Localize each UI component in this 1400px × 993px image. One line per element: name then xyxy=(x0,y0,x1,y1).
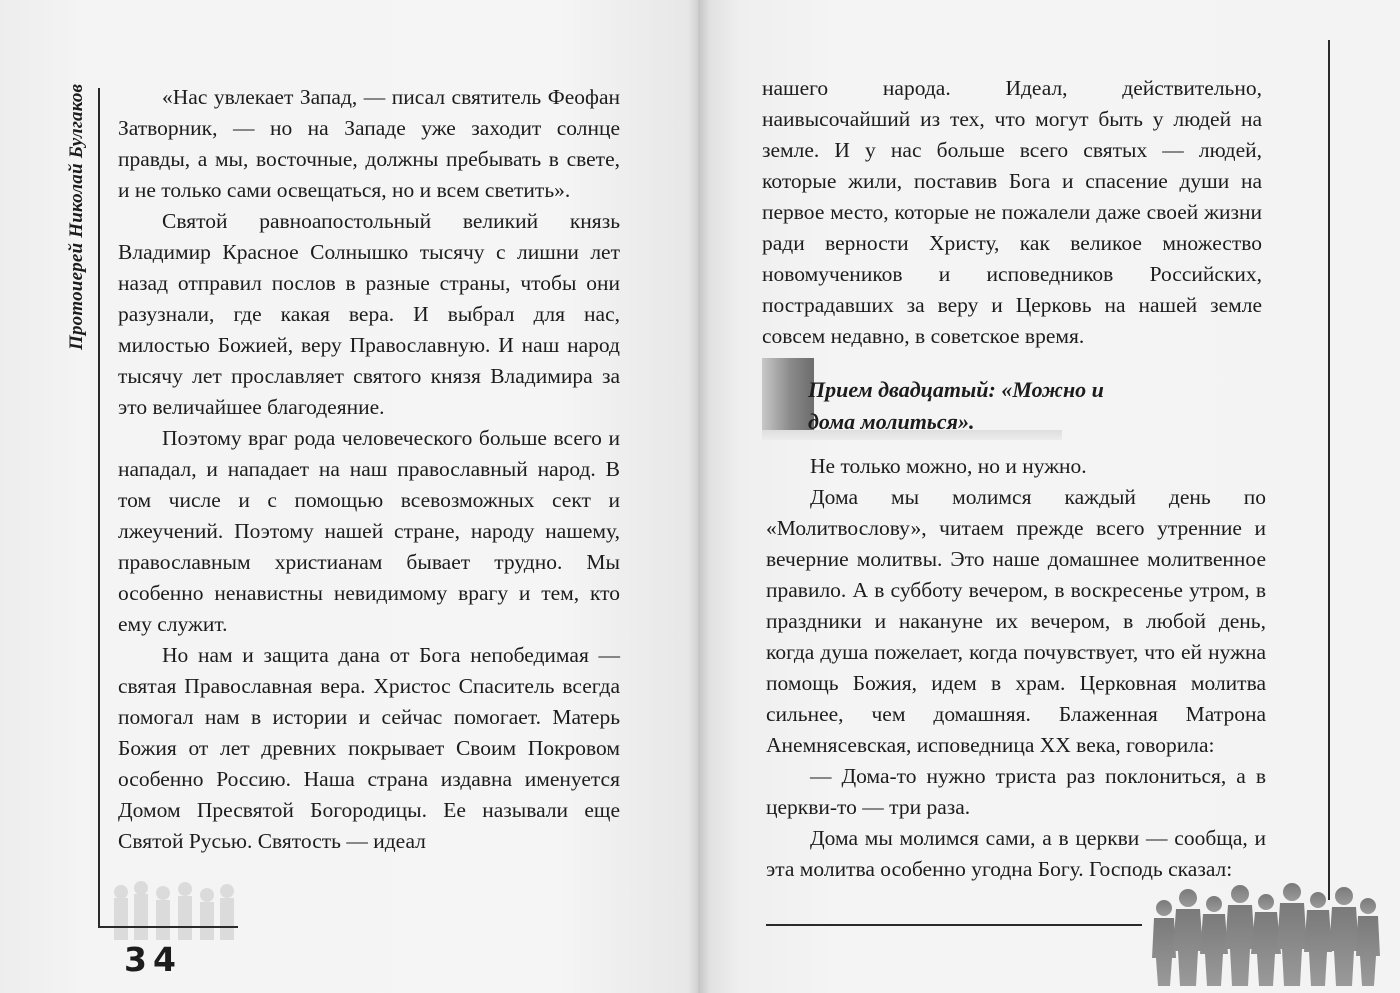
book-gutter xyxy=(688,0,710,993)
paragraph: Но нам и защита дана от Бога непобедимая — святая Православная вера. Христос Спаситель всегда помогал нам в истории и сейчас помогает. Матерь Божия от лет древних покрывает Своим Покровом особенно Россию. Наша страна издавна именуется Домом Пресвятой Богородицы. Ее называли еще Святой Русью. Святость — идеал xyxy=(118,643,620,853)
page-number: 34 xyxy=(124,940,182,979)
section-heading-box xyxy=(762,358,1104,438)
heading-shade-block xyxy=(762,358,814,430)
paragraph: Святой равноапостольный великий князь Владимир Красное Солнышко тысячу с лишни лет назад отправил послов в разные страны, чтобы они разузнали, где какая вера. И выбрал для нас, милостью Божией, веру Православную. И наш народ тысячу лет прославляет святого князя Владимира за это величайшее благодеяние. xyxy=(118,209,620,419)
paragraph: Дома мы молимся сами, а в церкви — сообща, и эта молитва особенно угодна Богу. Господь сказал: xyxy=(766,826,1266,881)
paragraph: — Дома-то нужно триста раз поклониться, а в церкви-то — три раза. xyxy=(766,764,1266,819)
right-vertical-rule xyxy=(1328,40,1330,900)
right-running-head xyxy=(1286,44,1320,524)
right-top-text xyxy=(762,73,1262,352)
show-through-silhouette-icon xyxy=(110,880,240,940)
section-heading: Прием двадцатый: «Можно и дома молиться». xyxy=(808,377,1104,434)
right-body-text xyxy=(766,451,1266,885)
left-running-head xyxy=(62,60,92,360)
people-silhouettes-icon xyxy=(1150,878,1380,988)
paragraph: Дома мы молимся каждый день по «Молитвослову», читаем прежде всего утренние и вечерние молитвы. Это наше домашнее молитвенное правило. А в субботу вечером, в воскресенье утром, в праздники и накануне их вечером, в любой день, когда душа пожелает, когда почувствует, что ей нужна помощь Божия, идем в храм. Церковная молитва сильнее, чем домашняя. Блаженная Матрона Анемнясевская, исповедница XX века, говорила: xyxy=(766,485,1266,757)
left-body-text xyxy=(118,82,620,857)
author-name: Протоиерей Николай Булгаков xyxy=(66,83,87,350)
right-bottom-rule xyxy=(766,924,1142,926)
paragraph: Не только можно, но и нужно. xyxy=(810,454,1087,478)
left-page xyxy=(0,0,698,993)
paragraph: Поэтому враг рода человеческого больше всего и нападал, и нападает на наш православный народ. В том числе и с помощью всевозможных сект и лжеучений. Поэтому нашей стране, народу нашему, православным христианам бывает трудно. Мы особенно ненавистны невидимому врагу и тем, кто ему служит. xyxy=(118,426,620,636)
left-bottom-rule xyxy=(98,926,238,928)
left-vertical-rule xyxy=(98,88,100,928)
paragraph: нашего народа. Идеал, действительно, наивысочайший из тех, что могут быть у людей на земле. И у нас больше всего святых — людей, которые жили, поставив Бога и спасение души на первое место, которые не пожалели даже своей жизни ради верности Христу, как великое множество новомучеников и исповедников Российских, пострадавших за веру и Церковь на нашей земле совсем недавно, в советское время. xyxy=(762,76,1262,348)
paragraph: «Нас увлекает Запад, — писал святитель Феофан Затворник, — но на Западе уже заходит солнце правды, а мы, восточные, должны пребывать в свете, и не только сами освещаться, но и всем светить». xyxy=(118,85,620,202)
